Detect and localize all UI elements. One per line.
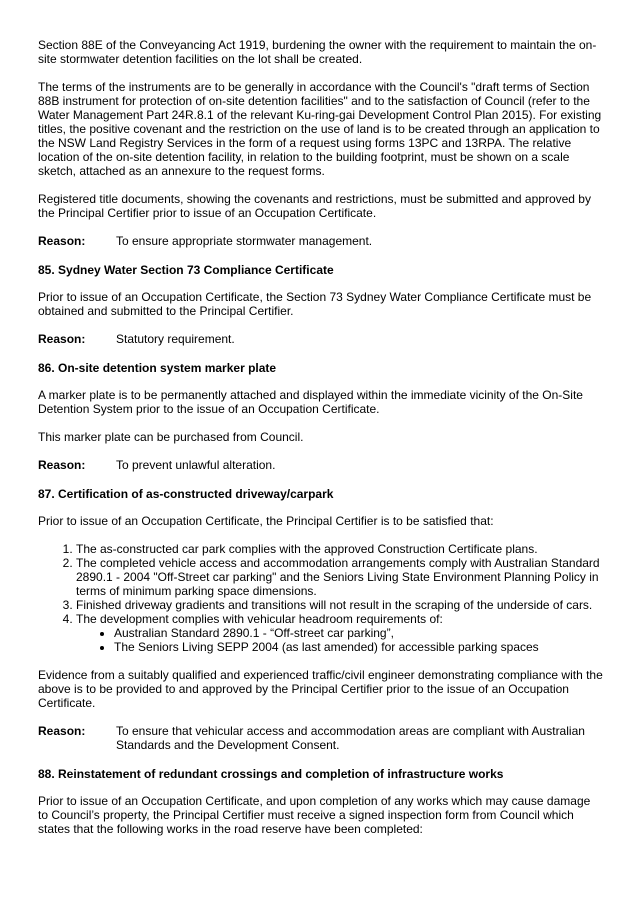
intro-paragraph-3: Registered title documents, showing the covenants and restrictions, must be submitted and approved by the Principal Certifier prior to issue of an Occupation Certificate. — [38, 192, 591, 220]
section-85-heading: 85. Sydney Water Section 73 Compliance Certificate — [38, 263, 334, 277]
section-86-paragraph-2: This marker plate can be purchased from Council. — [38, 430, 304, 444]
intro-paragraph-1: Section 88E of the Conveyancing Act 1919, burdening the owner with the requirement to maintain the on-site stormwater detention facilities on the lot shall be created. — [38, 38, 597, 66]
section-87-heading: 87. Certification of as-constructed driveway/carpark — [38, 487, 334, 501]
list-item — [76, 612, 603, 654]
section-87-intro: Prior to issue of an Occupation Certificate, the Principal Certifier is to be satisfied that: — [38, 514, 494, 528]
section-87-sublist — [76, 626, 603, 654]
section-88-paragraph: Prior to issue of an Occupation Certificate, and upon completion of any works which may cause damage to Council’s property, the Principal Certifier must receive a signed inspection form from Council which states that the following works in the road reserve have been completed: — [38, 794, 591, 836]
sublist-item: • Australian Standard 2890.1 - “Off-street car parking”, — [114, 626, 603, 640]
section-88-heading: 88. Reinstatement of redundant crossings and completion of infrastructure works — [38, 767, 504, 781]
list-item: 3. Finished driveway gradients and transitions will not result in the scraping of the underside of cars. — [76, 598, 603, 612]
reason-label: Reason: — [38, 234, 86, 248]
section-87-reason — [38, 724, 603, 752]
list-item: 1. The as-constructed car park complies with the approved Construction Certificate plans. — [76, 542, 603, 556]
reason-label: Reason: — [38, 458, 86, 472]
document-page — [38, 38, 603, 850]
section-87-list — [38, 542, 603, 654]
list-item-text: The development complies with vehicular headroom requirements of: — [76, 612, 443, 626]
list-item: 2. The completed vehicle access and accommodation arrangements comply with Australian Standard 2890.1 - 2004 "Off-Street car parking" and the Seniors Living State Environment Planning Policy in terms of minimum parking space dimensions. — [76, 556, 603, 598]
reason-text: To ensure appropriate stormwater management. — [116, 234, 373, 248]
section-86-reason — [38, 458, 603, 472]
reason-text: To ensure that vehicular access and accommodation areas are compliant with Australian Standards and the Development Consent. — [116, 724, 585, 752]
reason-row — [38, 234, 603, 248]
intro-paragraph-2: The terms of the instruments are to be generally in accordance with the Council's "draft terms of Section 88B instrument for protection of on-site detention facilities" and to the satisfaction of Council (refer to the Water Management Part 24R.8.1 of the relevant Ku-ring-gai Development Control Plan 2015). For existing titles, the positive covenant and the restriction on the use of land is to be created through an application to the NSW Land Registry Services in the form of a request using forms 13PC and 13RPA. The relative location of the on-site detention facility, in relation to the building footprint, must be shown on a scale sketch, attached as an annexure to the request forms. — [38, 80, 602, 178]
sublist-item: • The Seniors Living SEPP 2004 (as last amended) for accessible parking spaces — [114, 640, 603, 654]
section-86-heading: 86. On-site detention system marker plate — [38, 361, 277, 375]
section-85-paragraph: Prior to issue of an Occupation Certificate, the Section 73 Sydney Water Compliance Certificate must be obtained and submitted to the Principal Certifier. — [38, 290, 592, 318]
section-85-reason — [38, 332, 603, 346]
reason-label: Reason: — [38, 724, 86, 738]
reason-text: To prevent unlawful alteration. — [116, 458, 276, 472]
section-86-paragraph-1: A marker plate is to be permanently attached and displayed within the immediate vicinity of the On-Site Detention System prior to the issue of an Occupation Certificate. — [38, 388, 583, 416]
reason-label: Reason: — [38, 332, 86, 346]
section-87-evidence: Evidence from a suitably qualified and experienced traffic/civil engineer demonstrating compliance with the above is to be provided to and approved by the Principal Certifier prior to the issue of an Occupation Certificate. — [38, 668, 603, 710]
reason-text: Statutory requirement. — [116, 332, 235, 346]
